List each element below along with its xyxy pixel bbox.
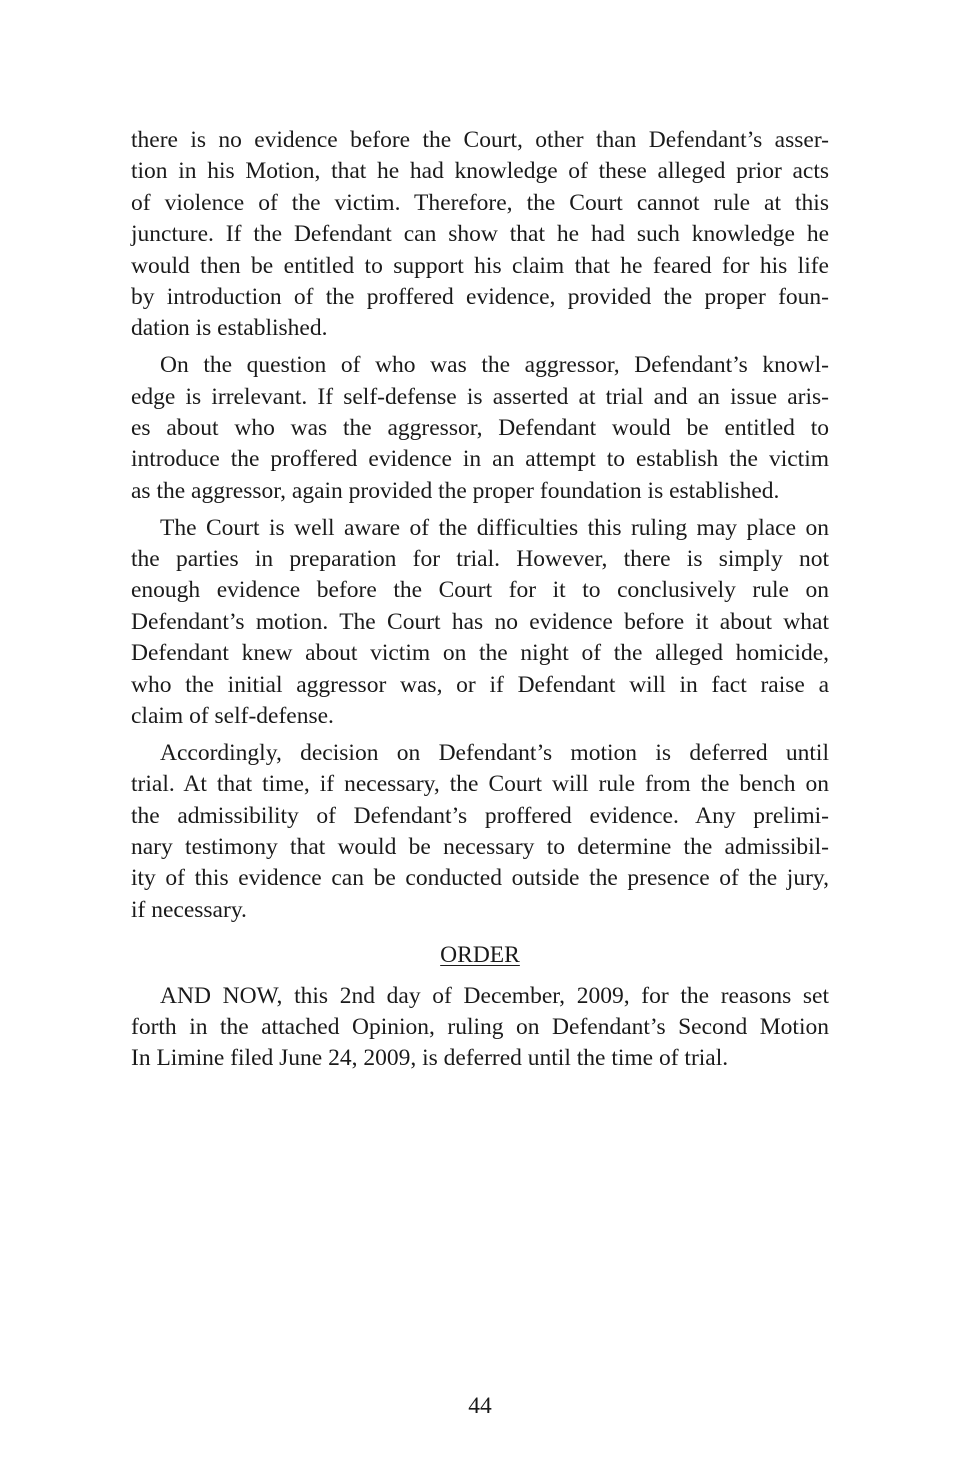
text-line: tion in his Motion, that he had knowledge of these alleged prior acts xyxy=(131,158,829,185)
text-line: dation is established. xyxy=(131,315,328,342)
text-line: claim of self-defense. xyxy=(131,703,334,730)
text-line: nary testimony that would be necessary to determine the admissibil- xyxy=(131,834,829,861)
text-line: juncture. If the Defendant can show that he had such knowledge he xyxy=(131,221,829,248)
text-line: ity of this evidence can be conducted outside the presence of the jury, xyxy=(131,865,829,892)
text-line: Accordingly, decision on Defendant’s motion is deferred until xyxy=(160,739,829,766)
text-line: forth in the attached Opinion, ruling on Defendant’s Second Motion xyxy=(131,1014,829,1041)
document-body xyxy=(131,125,829,1080)
text-line: there is no evidence before the Court, other than Defendant’s asser- xyxy=(131,127,829,153)
text-line: Defendant’s motion. The Court has no evidence before it about what xyxy=(131,608,829,635)
paragraph-difficulties xyxy=(131,513,829,733)
order-paragraph xyxy=(131,981,829,1075)
text-line: as the aggressor, again provided the proper foundation is established. xyxy=(131,477,780,504)
page-number: 44 xyxy=(468,1393,492,1419)
text-line: who the initial aggressor was, or if Defendant will in fact raise a xyxy=(131,671,829,698)
order-heading-text: ORDER xyxy=(440,942,520,969)
paragraph-aggressor xyxy=(131,350,829,507)
text-line: if necessary. xyxy=(131,896,247,923)
text-line: In Limine filed June 24, 2009, is deferred until the time of trial. xyxy=(131,1045,729,1072)
paragraph-deferral xyxy=(131,738,829,926)
text-line: the admissibility of Defendant’s proffered evidence. Any prelimi- xyxy=(131,802,829,829)
text-line: On the question of who was the aggressor, Defendant’s knowl- xyxy=(160,352,829,379)
text-line: The Court is well aware of the difficulties this ruling may place on xyxy=(160,514,829,541)
text-line: by introduction of the proffered evidence, provided the proper foun- xyxy=(131,283,829,310)
order-heading xyxy=(131,940,829,971)
paragraph-knowledge-evidence xyxy=(131,125,829,345)
text-line: of violence of the victim. Therefore, the Court cannot rule at this xyxy=(131,189,829,216)
text-line: AND NOW, this 2nd day of December, 2009, for the reasons set xyxy=(160,982,829,1009)
text-line: trial. At that time, if necessary, the Court will rule from the bench on xyxy=(131,771,829,798)
text-line: Defendant knew about victim on the night of the alleged homicide, xyxy=(131,640,829,667)
text-line: es about who was the aggressor, Defendant would be entitled to xyxy=(131,415,829,442)
text-line: introduce the proffered evidence in an attempt to establish the victim xyxy=(131,446,829,473)
text-line: edge is irrelevant. If self-defense is asserted at trial and an issue aris- xyxy=(131,383,829,410)
text-line: the parties in preparation for trial. However, there is simply not xyxy=(131,546,829,573)
text-line: enough evidence before the Court for it to conclusively rule on xyxy=(131,577,829,604)
text-line: would then be entitled to support his claim that he feared for his life xyxy=(131,252,829,279)
